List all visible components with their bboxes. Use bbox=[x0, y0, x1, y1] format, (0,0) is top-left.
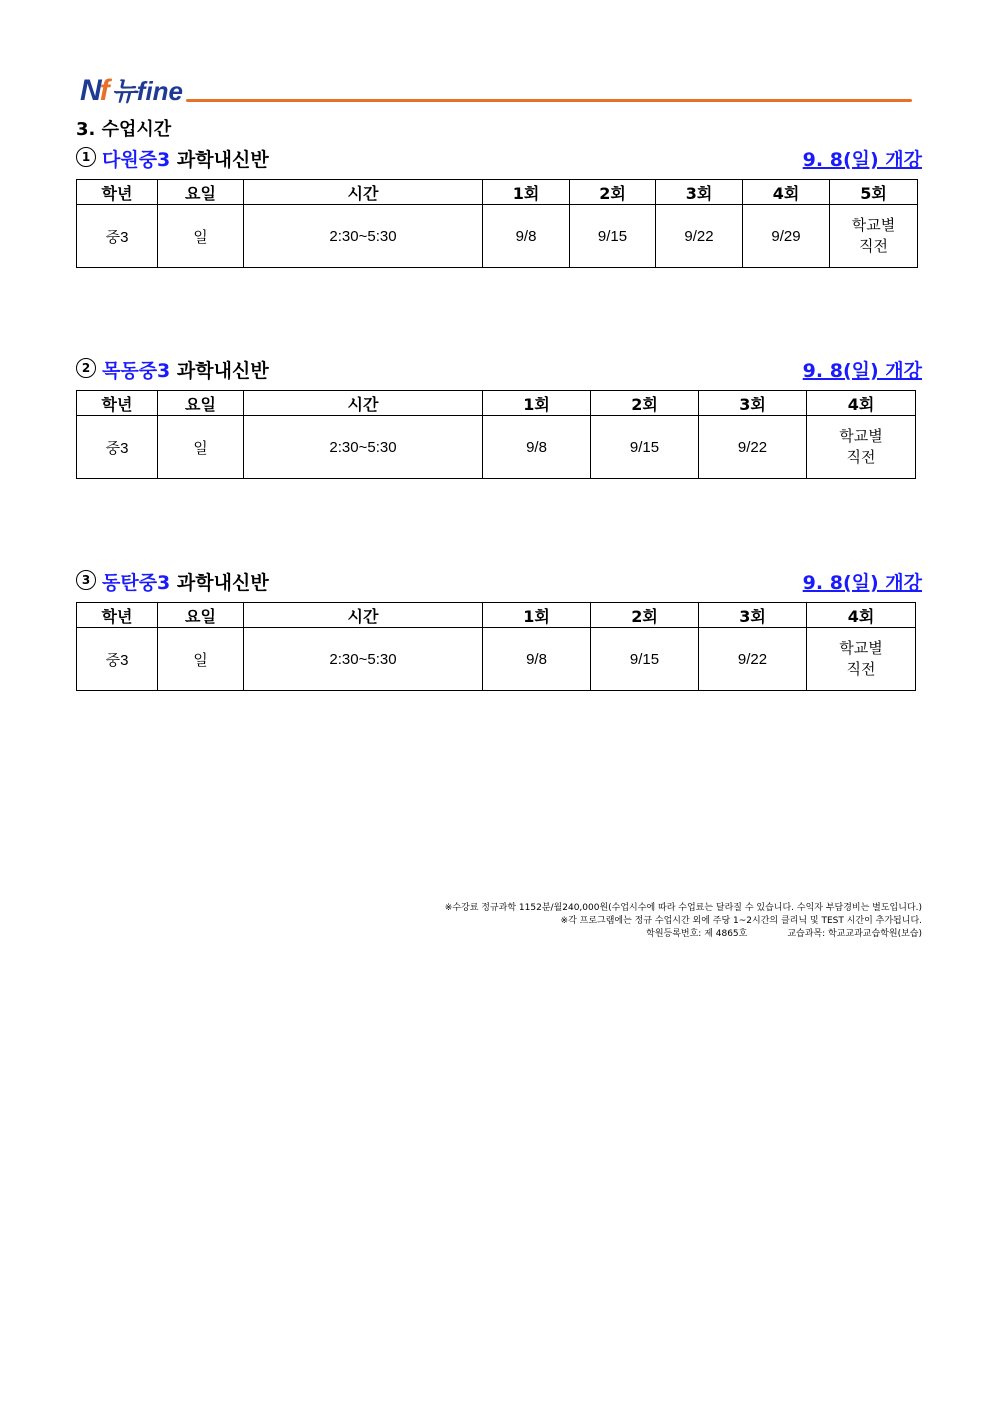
schedule-table bbox=[76, 390, 916, 479]
clinic-note: ※각 프로그램에는 정규 수업시간 외에 주당 1~2시간의 클리닉 및 TEST 시간이 추가됩니다. bbox=[560, 916, 922, 926]
logo-mark: Nf bbox=[80, 74, 108, 107]
grade-cell: 중3 bbox=[77, 628, 158, 691]
time-cell: 2:30~5:30 bbox=[244, 205, 483, 268]
header-cell: 2회 bbox=[591, 603, 699, 628]
header-cell: 4회 bbox=[807, 391, 916, 416]
header-cell: 3회 bbox=[699, 391, 807, 416]
class-number: 2 bbox=[76, 358, 96, 378]
class-number: 3 bbox=[76, 570, 96, 590]
session-cell: 9/22 bbox=[699, 416, 807, 479]
final-session-cell: 학교별 직전 bbox=[807, 628, 916, 691]
class-block-2 bbox=[76, 356, 922, 479]
session-cell: 9/8 bbox=[483, 205, 570, 268]
header-cell: 학년 bbox=[77, 603, 158, 628]
class-number: 1 bbox=[76, 147, 96, 167]
class-block-3 bbox=[76, 568, 922, 691]
header-cell: 시간 bbox=[244, 391, 483, 416]
table-header-row bbox=[77, 180, 918, 205]
header-cell: 1회 bbox=[483, 180, 570, 205]
header-cell: 요일 bbox=[158, 180, 244, 205]
school-name: 목동중3 bbox=[102, 360, 171, 382]
page-header bbox=[80, 72, 912, 112]
subject-name: 과학내신반 bbox=[176, 360, 269, 382]
academy-logo bbox=[80, 72, 183, 108]
header-cell: 요일 bbox=[158, 603, 244, 628]
open-date: 9. 8(일) 개강 bbox=[802, 149, 922, 171]
header-cell: 학년 bbox=[77, 391, 158, 416]
session-cell: 9/8 bbox=[483, 416, 591, 479]
session-cell: 9/15 bbox=[591, 628, 699, 691]
session-cell: 9/8 bbox=[483, 628, 591, 691]
school-name: 다원중3 bbox=[102, 149, 171, 171]
table-header-row bbox=[77, 603, 916, 628]
subject-name: 과학내신반 bbox=[176, 149, 269, 171]
session-cell: 9/15 bbox=[591, 416, 699, 479]
subject-name: 과학내신반 bbox=[176, 572, 269, 594]
header-cell: 5회 bbox=[830, 180, 918, 205]
class-title bbox=[102, 356, 269, 383]
header-cell: 시간 bbox=[244, 603, 483, 628]
open-date: 9. 8(일) 개강 bbox=[802, 572, 922, 594]
course-info: 교습과목: 학교교과교습학원(보습) bbox=[787, 929, 922, 939]
header-cell: 3회 bbox=[699, 603, 807, 628]
header-cell: 학년 bbox=[77, 180, 158, 205]
session-cell: 9/22 bbox=[699, 628, 807, 691]
header-cell: 시간 bbox=[244, 180, 483, 205]
school-name: 동탄중3 bbox=[102, 572, 171, 594]
grade-cell: 중3 bbox=[77, 416, 158, 479]
table-row bbox=[77, 628, 916, 691]
session-cell: 9/15 bbox=[570, 205, 656, 268]
logo-wordmark: 뉴fine bbox=[111, 76, 184, 106]
header-cell: 3회 bbox=[656, 180, 743, 205]
time-cell: 2:30~5:30 bbox=[244, 416, 483, 479]
session-cell: 9/22 bbox=[656, 205, 743, 268]
time-cell: 2:30~5:30 bbox=[244, 628, 483, 691]
class-block-1 bbox=[76, 145, 922, 268]
day-cell: 일 bbox=[158, 628, 244, 691]
grade-cell: 중3 bbox=[77, 205, 158, 268]
footer-notes bbox=[445, 902, 922, 941]
section-title: 3. 수업시간 bbox=[76, 119, 172, 140]
header-cell: 2회 bbox=[591, 391, 699, 416]
header-cell: 2회 bbox=[570, 180, 656, 205]
final-session-cell: 학교별 직전 bbox=[830, 205, 918, 268]
table-row bbox=[77, 205, 918, 268]
open-date: 9. 8(일) 개강 bbox=[802, 360, 922, 382]
schedule-table bbox=[76, 602, 916, 691]
table-header-row bbox=[77, 391, 916, 416]
header-cell: 4회 bbox=[807, 603, 916, 628]
class-title bbox=[102, 145, 269, 172]
header-cell: 1회 bbox=[483, 391, 591, 416]
header-divider bbox=[186, 99, 912, 102]
table-row bbox=[77, 416, 916, 479]
final-session-cell: 학교별 직전 bbox=[807, 416, 916, 479]
day-cell: 일 bbox=[158, 205, 244, 268]
registration-line bbox=[445, 928, 922, 941]
class-title bbox=[102, 568, 269, 595]
registration-number: 학원등록번호: 제 4865호 bbox=[646, 929, 748, 939]
day-cell: 일 bbox=[158, 416, 244, 479]
header-cell: 4회 bbox=[743, 180, 830, 205]
schedule-table bbox=[76, 179, 918, 268]
tuition-note: ※수강료 정규과학 1152분/월240,000원(수업시수에 따라 수업료는 달라질 수 있습니다. 수익자 부담경비는 별도입니다.) bbox=[444, 903, 922, 913]
session-cell: 9/29 bbox=[743, 205, 830, 268]
header-cell: 요일 bbox=[158, 391, 244, 416]
header-cell: 1회 bbox=[483, 603, 591, 628]
